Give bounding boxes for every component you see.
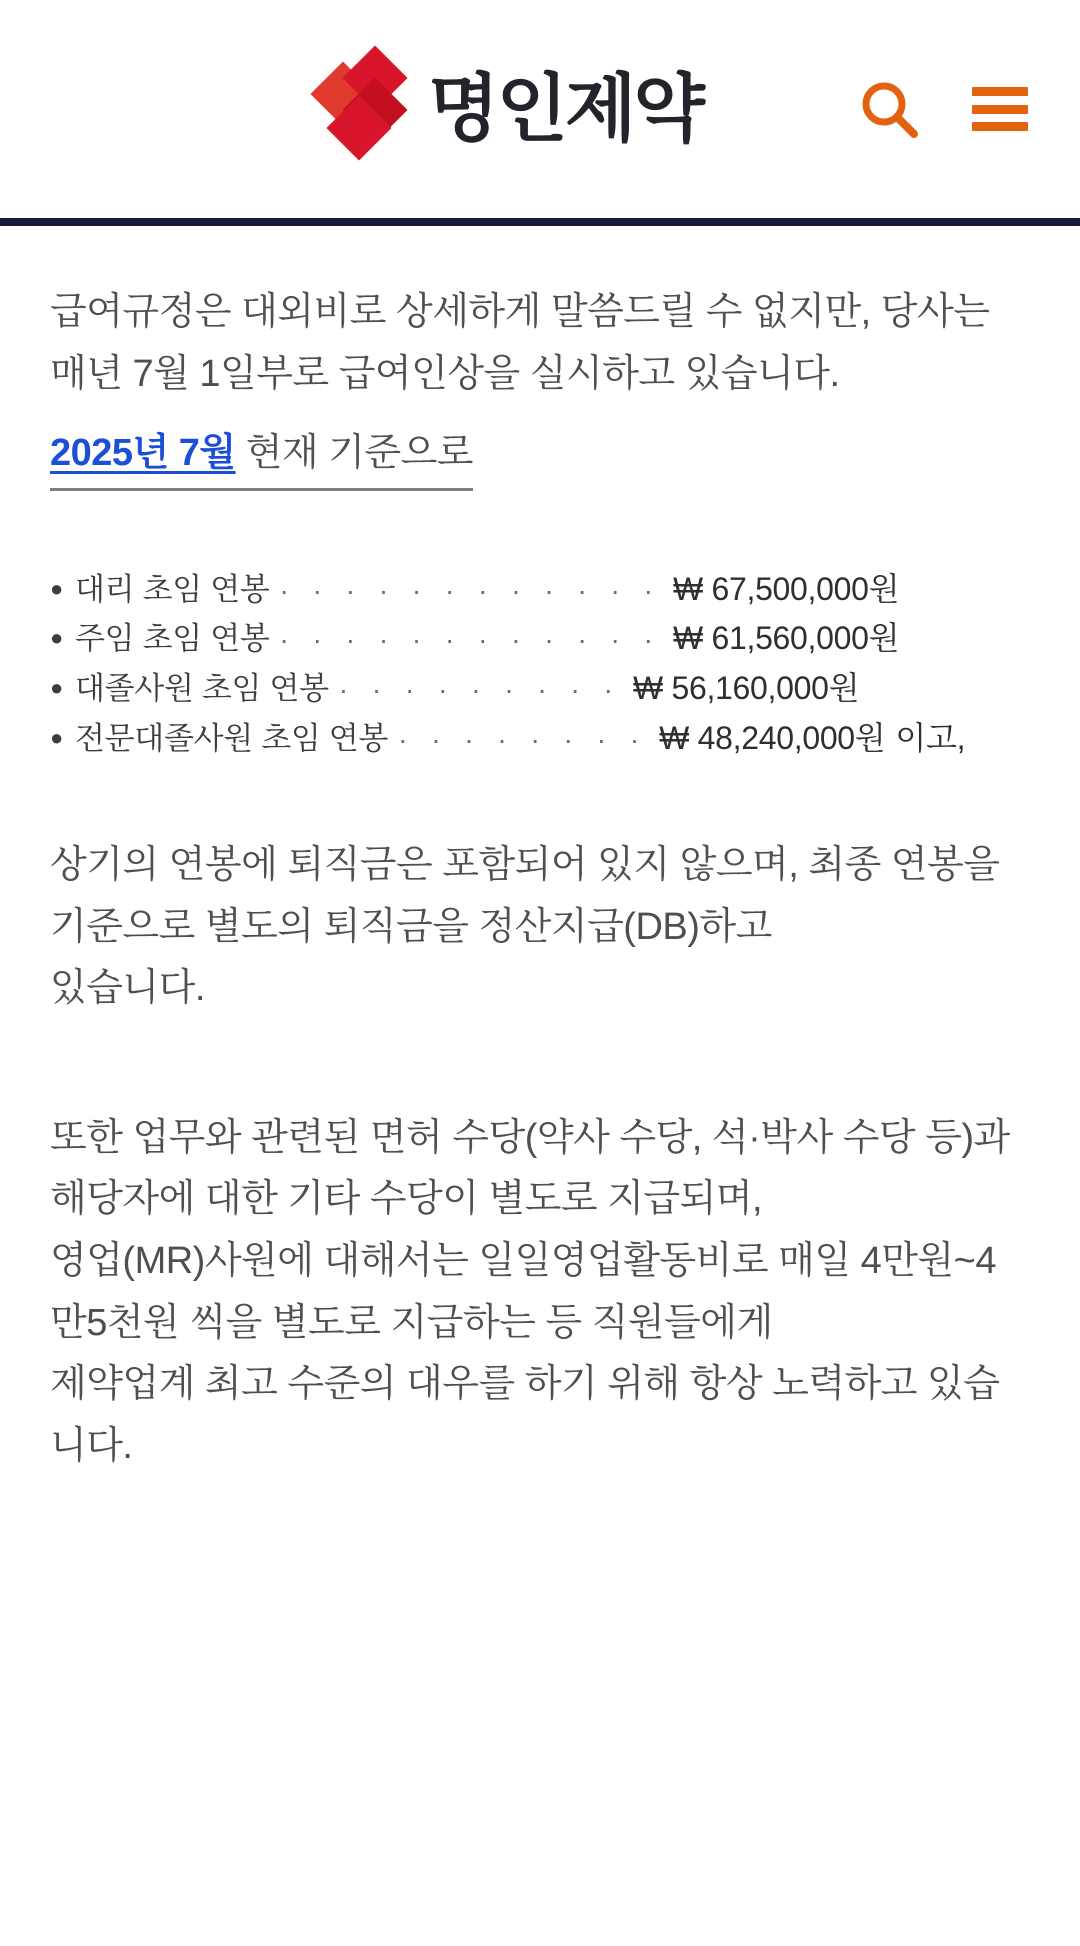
search-icon[interactable] bbox=[858, 78, 920, 140]
site-header bbox=[0, 0, 1080, 218]
bullet-icon: ● bbox=[50, 575, 63, 601]
salary-amount: ₩ 61,560,000원 bbox=[672, 620, 900, 657]
spacer bbox=[50, 763, 1030, 835]
salary-dots: · · · · · · · · · · · · bbox=[279, 574, 661, 606]
date-line-wrapper bbox=[50, 411, 1030, 491]
bullet-icon: ● bbox=[50, 625, 63, 651]
list-item bbox=[50, 614, 1030, 664]
salary-label: 전문대졸사원 초임 연봉 bbox=[75, 720, 389, 756]
salary-list bbox=[50, 565, 1030, 763]
intro-paragraph: 급여규정은 대외비로 상세하게 말씀드릴 수 없지만, 당사는 매년 7월 1일부로 급여인상을 실시하고 있습니다. bbox=[50, 291, 990, 395]
bullet-icon: ● bbox=[50, 675, 63, 701]
spacer bbox=[50, 1020, 1030, 1108]
header-actions bbox=[858, 78, 1028, 140]
date-rest: 현재 기준으로 bbox=[235, 432, 474, 475]
date-highlight: 2025년 7월 bbox=[50, 432, 236, 475]
date-line bbox=[50, 423, 473, 491]
salary-amount: ₩ 48,240,000원 bbox=[659, 719, 886, 756]
salary-label: 주임 초임 연봉 bbox=[75, 621, 270, 657]
list-item bbox=[50, 664, 1030, 714]
paragraph-retirement-a: 상기의 연봉에 퇴직금은 포함되어 있지 않으며, 최종 연봉을 기준으로 별도의 퇴직금을 정산지급(DB)하고 bbox=[50, 844, 1000, 948]
header-divider bbox=[0, 218, 1080, 226]
salary-suffix: 이고, bbox=[895, 719, 966, 756]
list-item bbox=[50, 565, 1030, 615]
list-item bbox=[50, 714, 1030, 764]
diamond-logo-icon bbox=[318, 61, 414, 157]
salary-dots: · · · · · · · · bbox=[398, 723, 648, 755]
salary-dots: · · · · · · · · · bbox=[338, 674, 621, 706]
salary-amount: ₩ 67,500,000원 bbox=[672, 570, 900, 607]
paragraph-allowance-c: 제약업계 최고 수준의 대우를 하기 위해 항상 노력하고 있습니다. bbox=[50, 1363, 1000, 1467]
salary-amount: ₩ 56,160,000원 bbox=[632, 670, 860, 707]
article-body bbox=[0, 226, 1080, 1477]
salary-label: 대리 초임 연봉 bbox=[75, 571, 270, 607]
logo[interactable] bbox=[318, 61, 702, 157]
brand-name: 명인제약 bbox=[428, 67, 702, 150]
salary-dots: · · · · · · · · · · · · bbox=[279, 624, 661, 656]
paragraph-retirement-b: 있습니다. bbox=[50, 967, 205, 1010]
salary-label: 대졸사원 초임 연봉 bbox=[75, 671, 329, 707]
paragraph-allowance-a: 또한 업무와 관련된 면허 수당(약사 수당, 석·박사 수당 등)과 해당자에 대한 기타 수당이 별도로 지급되며, bbox=[50, 1116, 1010, 1221]
hamburger-menu-icon[interactable] bbox=[972, 87, 1028, 131]
paragraph-allowance-b: 영업(MR)사원에 대해서는 일일영업활동비로 매일 4만원~4만5천원 씩을 별도로 지급하는 등 직원들에게 bbox=[50, 1240, 996, 1344]
bullet-icon: ● bbox=[50, 724, 63, 750]
